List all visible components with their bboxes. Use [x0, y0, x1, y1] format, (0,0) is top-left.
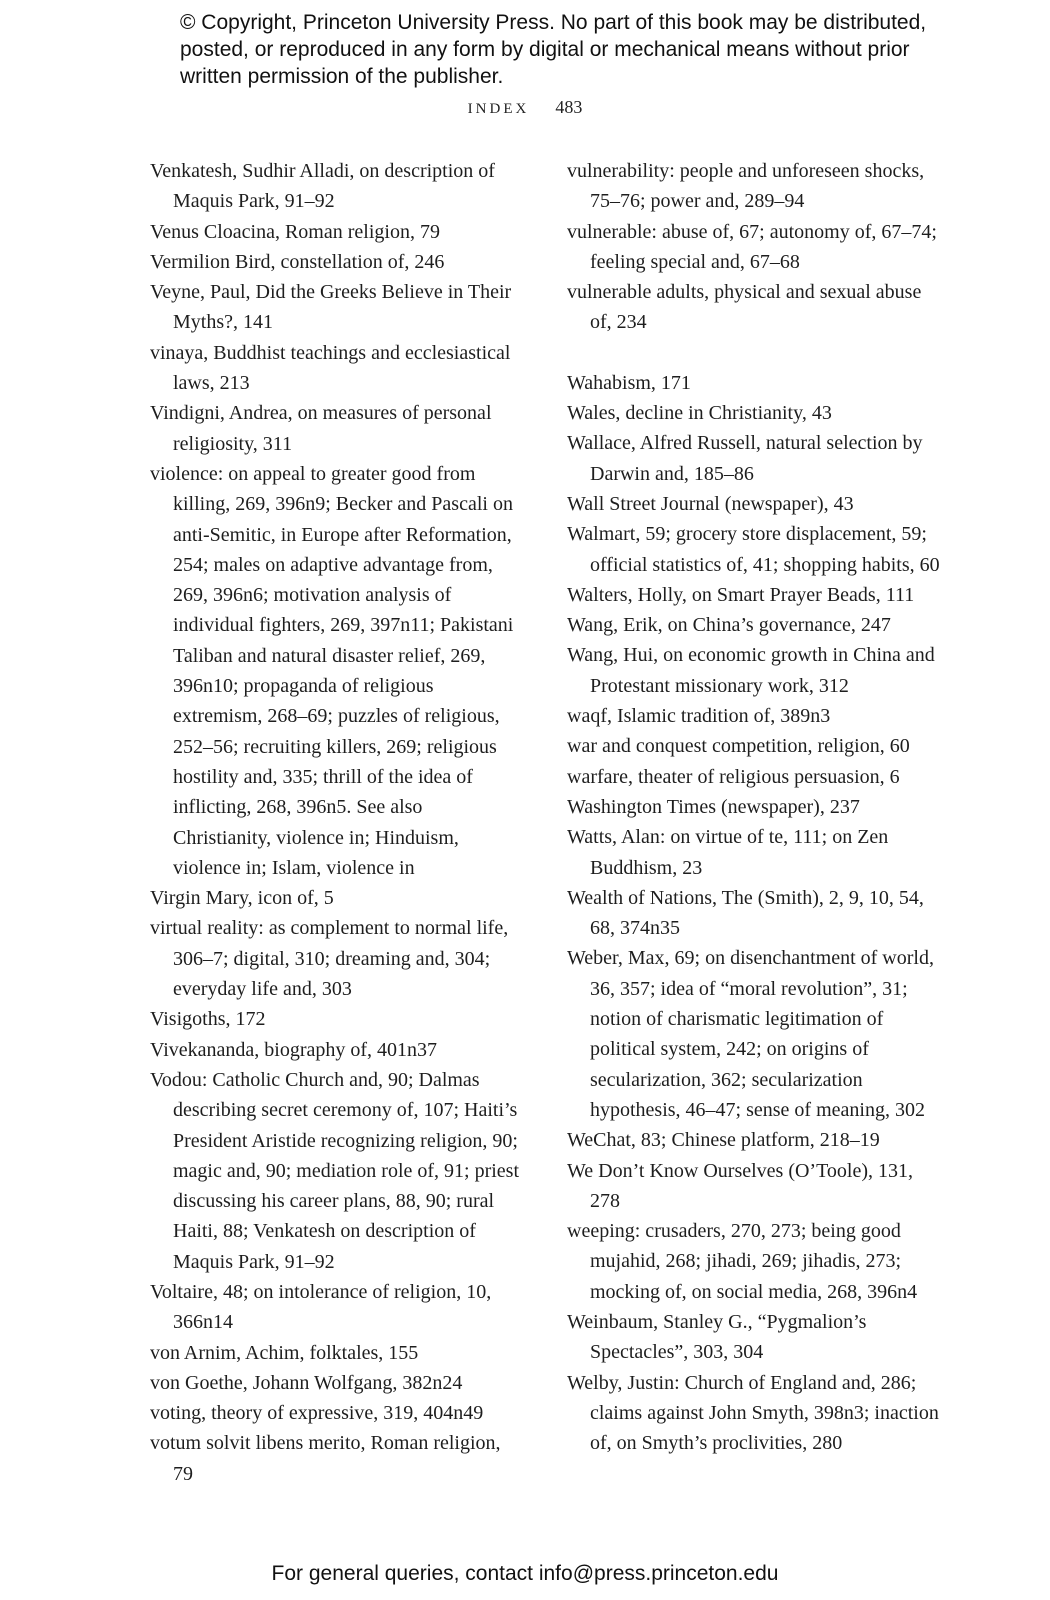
index-entry: Visigoths, 172 — [150, 1008, 266, 1031]
index-entry: Vodou: Catholic Church and, 90; Dalmas describing secret ceremony of, 107; Haiti’s President Aristide recognizing religion, 90; magic and, 90; mediation role of, 91; priest discussing his career plans, 88, 90; rural Haiti, 88; Venkatesh on description of Maquis Park, 91–92 — [150, 1068, 520, 1273]
index-entry: Venkatesh, Sudhir Alladi, on description of Maquis Park, 91–92 — [150, 160, 495, 213]
page-number: 483 — [555, 97, 583, 117]
index-entry: Wales, decline in Christianity, 43 — [567, 402, 832, 425]
index-entry: von Arnim, Achim, folktales, 155 — [150, 1341, 419, 1364]
letter-group-gap — [567, 338, 945, 368]
index-entry: Welby, Justin: Church of England and, 286; claims against John Smyth, 398n3; inaction of, on Smyth’s proclivities, 280 — [567, 1371, 939, 1455]
index-entry: vulnerable: abuse of, 67; autonomy of, 67–74; feeling special and, 67–68 — [567, 220, 937, 273]
index-entry: vulnerability: people and unforeseen shocks, 75–76; power and, 289–94 — [567, 160, 925, 213]
index-entry: We Don’t Know Ourselves (O’Toole), 131, 278 — [567, 1159, 913, 1212]
index-entry: warfare, theater of religious persuasion, 6 — [567, 765, 900, 788]
index-entry: virtual reality: as complement to normal life, 306–7; digital, 310; dreaming and, 304; everyday life and, 303 — [150, 917, 509, 1001]
index-entry: Wall Street Journal (newspaper), 43 — [567, 492, 854, 515]
index-entry: Walmart, 59; grocery store displacement, 59; official statistics of, 41; shopping habits, 60 — [567, 523, 940, 576]
index-entry: vulnerable adults, physical and sexual abuse of, 234 — [567, 281, 922, 334]
index-entry: von Goethe, Johann Wolfgang, 382n24 — [150, 1371, 463, 1394]
index-entry: Vindigni, Andrea, on measures of personal religiosity, 311 — [150, 402, 492, 455]
index-entry: Weber, Max, 69; on disenchantment of world, 36, 357; idea of “moral revolution”, 31; notion of charismatic legitimation of political system, 242; on origins of secularization, 362; secularization hypothesis, 46–47; sense of meaning, 302 — [567, 947, 934, 1121]
index-entry: vinaya, Buddhist teachings and ecclesiastical laws, 213 — [150, 341, 511, 395]
index-entry: waqf, Islamic tradition of, 389n3 — [567, 705, 831, 728]
index-entry: Vivekananda, biography of, 401n37 — [150, 1038, 438, 1061]
index-entry: Venus Cloacina, Roman religion, 79 — [150, 220, 440, 243]
index-entry: Wealth of Nations, The (Smith), 2, 9, 10, 54, 68, 374n35 — [567, 886, 924, 940]
index-entry: war and conquest competition, religion, 60 — [567, 735, 910, 758]
index-entry: Weinbaum, Stanley G., “Pygmalion’s Spectacles”, 303, 304 — [567, 1310, 867, 1364]
footer-contact: For general queries, contact info@press.princeton.edu — [271, 1562, 779, 1585]
index-entry: Washington Times (newspaper), 237 — [567, 795, 860, 818]
index-entry: Wang, Hui, on economic growth in China and Protestant missionary work, 312 — [567, 644, 935, 697]
index-entry: WeChat, 83; Chinese platform, 218–19 — [567, 1129, 880, 1152]
index-entry: Walters, Holly, on Smart Prayer Beads, 111 — [567, 583, 915, 606]
index-entry: Watts, Alan: on virtue of te, 111; on Zen Buddhism, 23 — [567, 826, 889, 879]
running-head — [0, 97, 1050, 118]
index-entry: Vermilion Bird, constellation of, 246 — [150, 250, 445, 273]
index-column-left — [150, 156, 520, 1489]
index-entry: Wallace, Alfred Russell, natural selection by Darwin and, 185–86 — [567, 432, 923, 485]
index-entry: Wang, Erik, on China’s governance, 247 — [567, 614, 891, 637]
index-entry: Virgin Mary, icon of, 5 — [150, 887, 334, 910]
index-entry: Wahabism, 171 — [567, 371, 691, 394]
index-entry: Veyne, Paul, Did the Greeks Believe in Their Myths?, 141 — [150, 281, 512, 334]
index-entry: voting, theory of expressive, 319, 404n49 — [150, 1402, 484, 1425]
index-entry: votum solvit libens merito, Roman religion, 79 — [150, 1432, 501, 1485]
index-column-right — [567, 156, 945, 1458]
index-entry: Voltaire, 48; on intolerance of religion, 10, 366n14 — [150, 1280, 492, 1334]
index-entry: weeping: crusaders, 270, 273; being good mujahid, 268; jihadi, 269; jihadis, 273; mocking of, on social media, 268, 396n4 — [567, 1220, 918, 1303]
index-entry: violence: on appeal to greater good from killing, 269, 396n9; Becker and Pascali on anti-Semitic, in Europe after Reformation, 254; males on adaptive advantage from, 269, 396n6; motivation analysis of individual fighters, 269, 397n11; Pakistani Taliban and natural disaster relief, 269, 396n10; propaganda of religious extremism, 268–69; puzzles of religious, 252–56; recruiting killers, 269; religious hostility and, 335; thrill of the idea of inflicting, 268, 396n5. See also Christianity, violence in; Hinduism, violence in; Islam, violence in — [150, 462, 514, 879]
copyright-notice: © Copyright, Princeton University Press. No part of this book may be distributed, posted, or reproduced in any form by digital or mechanical means without prior written permission of the publisher. — [180, 11, 927, 88]
section-label: INDEX — [467, 101, 530, 117]
